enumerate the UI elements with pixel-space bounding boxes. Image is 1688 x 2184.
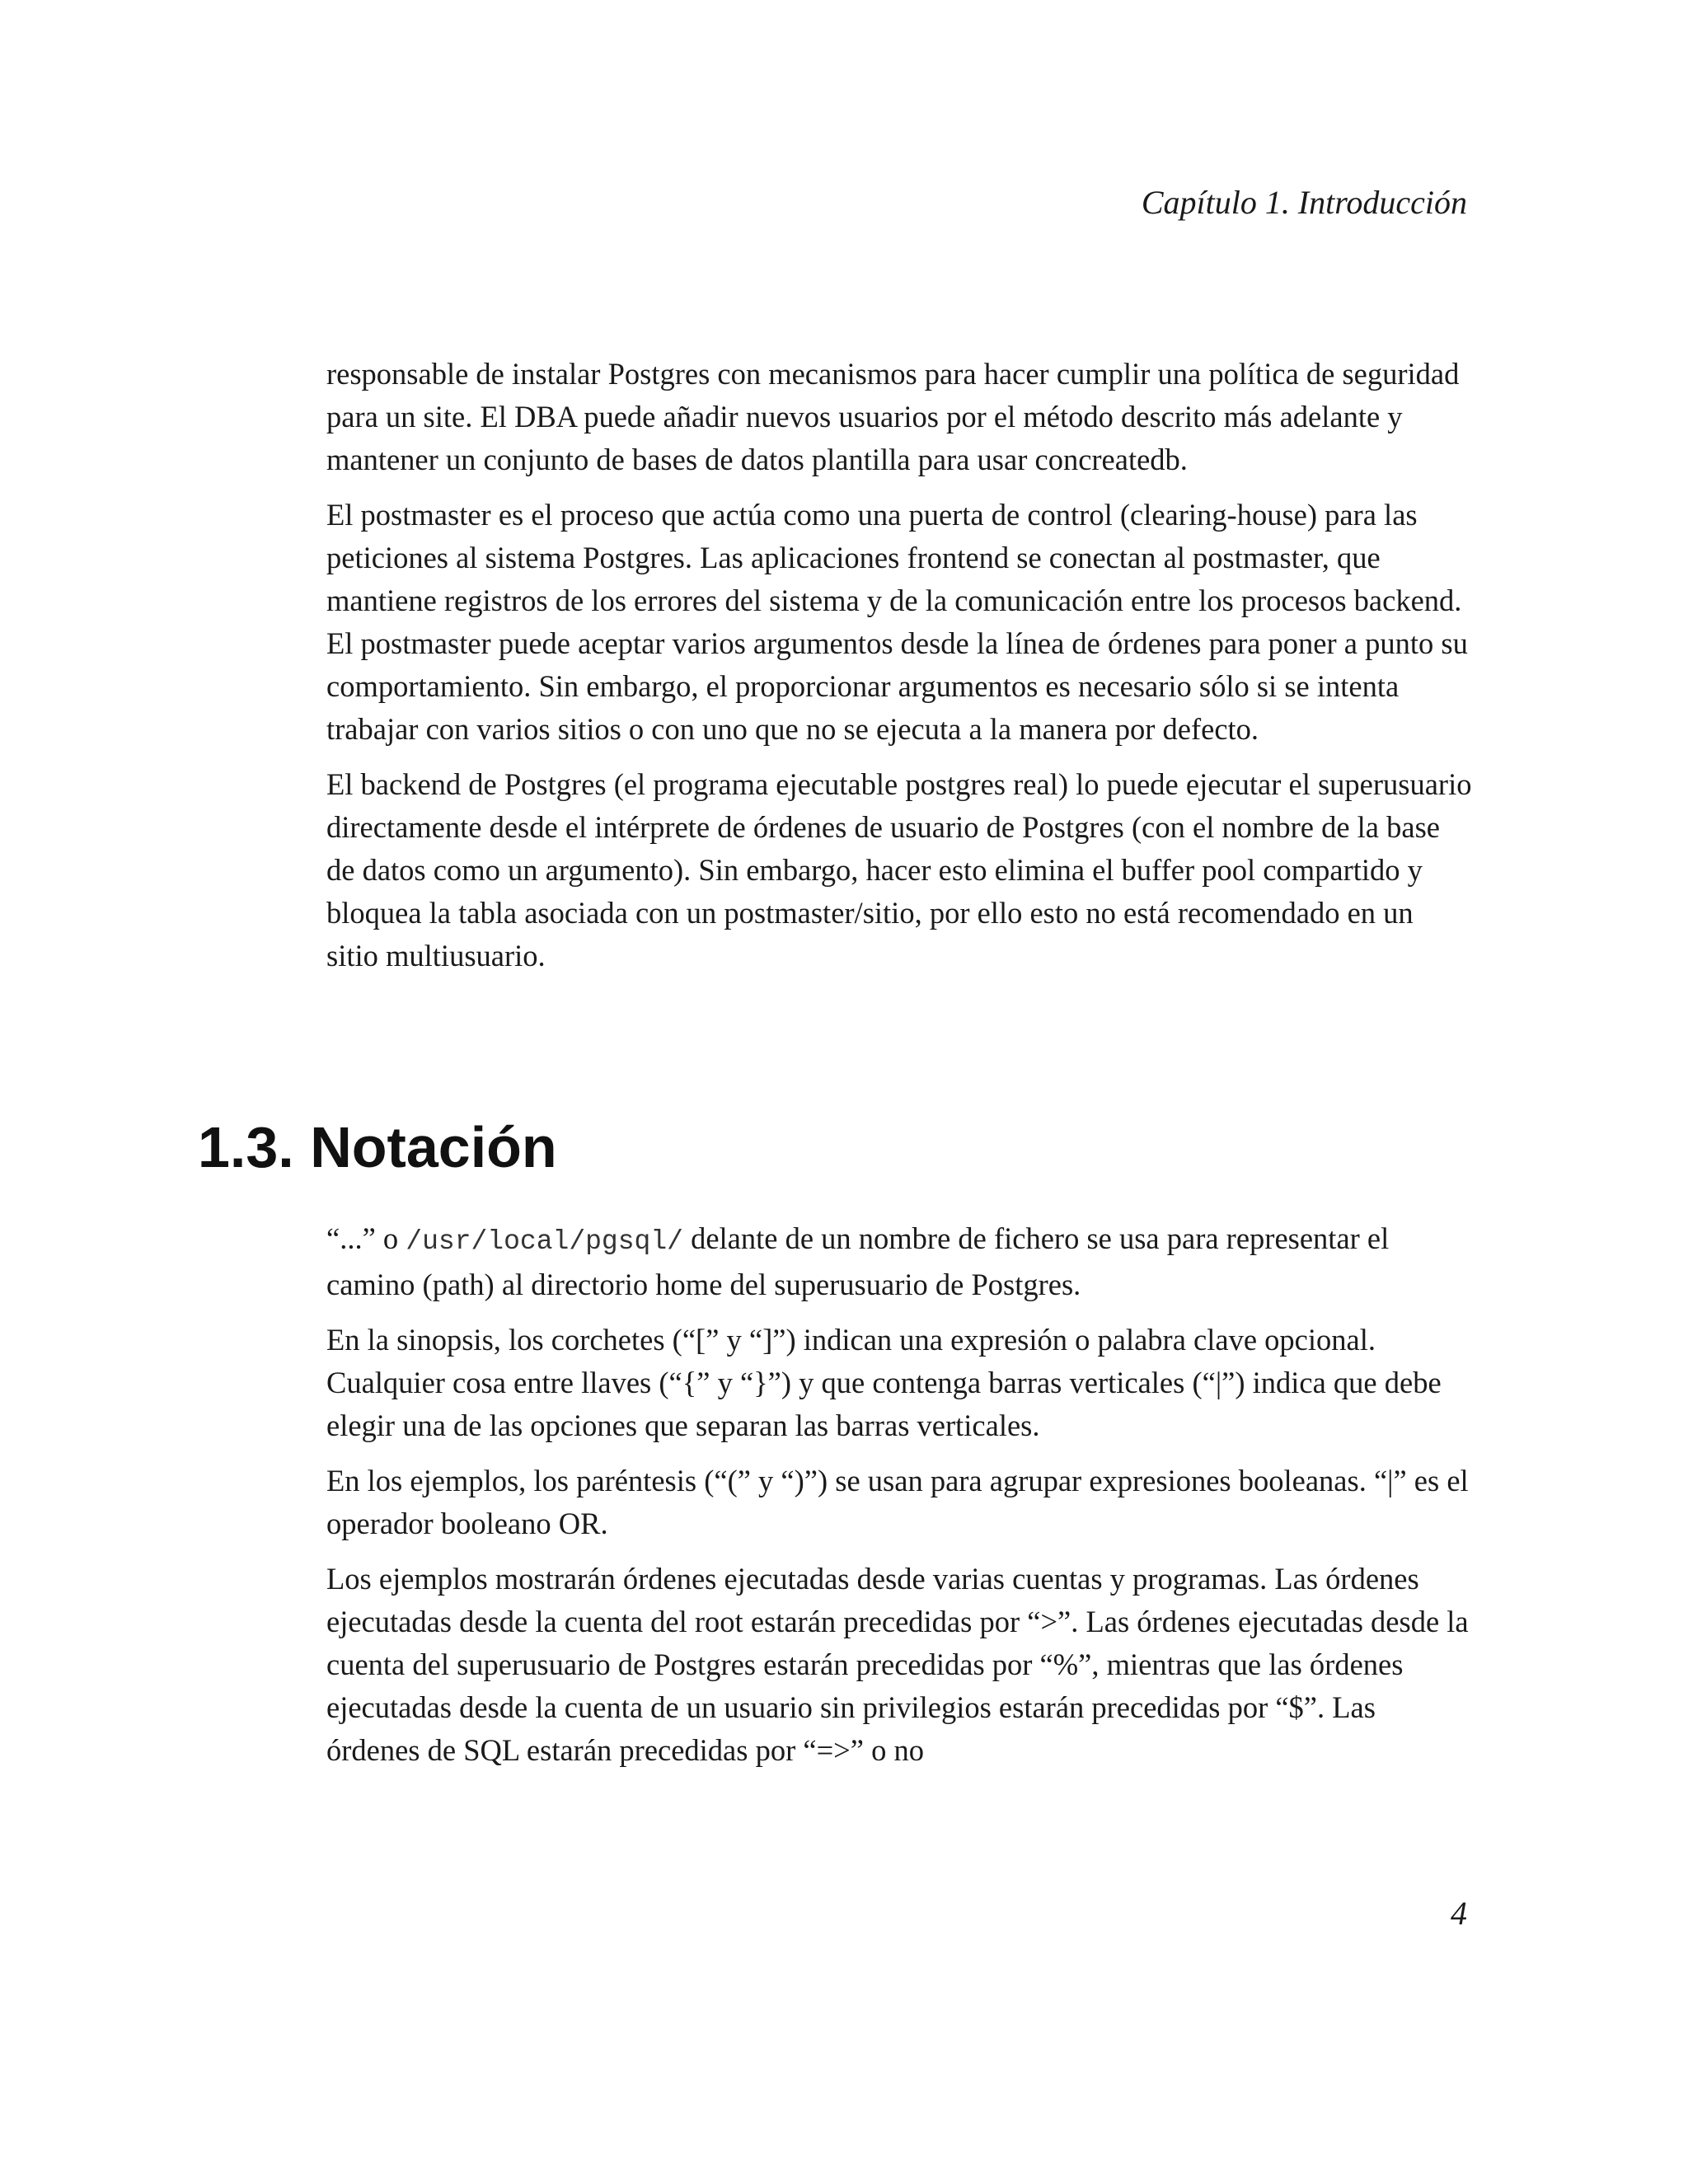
page-number: 4 (1451, 1895, 1467, 1932)
body-paragraph (326, 1217, 1472, 1306)
notation-text-block (326, 1217, 1472, 1784)
body-paragraph: El backend de Postgres (el programa ejecutable postgres real) lo puede ejecutar el superusuario directamente desde el intérprete de órdenes de usuario de Postgres (con el nombre de la base de datos como un argumento). Sin embargo, hacer esto elimina el buffer pool compartido y bloquea la tabla asociada con un postmaster/sitio, por ello esto no está recomendado en un sitio multiusuario. (326, 767, 1472, 972)
body-paragraph: responsable de instalar Postgres con mecanismos para hacer cumplir una política de seguridad para un site. El DBA puede añadir nuevos usuarios por el método descrito más adelante y mantener un conjunto de bases de datos plantilla para usar concreatedb. (326, 357, 1460, 476)
paragraph-text: “...” o (326, 1221, 406, 1255)
body-paragraph: Los ejemplos mostrarán órdenes ejecutadas desde varias cuentas y programas. Las órdenes ejecutadas desde la cuenta del root estarán precedidas por “>”. Las órdenes ejecutadas desde la cuenta del superusuario de Postgres estarán precedidas por “%”, mientras que las órdenes ejecutadas desde la cuenta de un usuario sin privilegios estarán precedidas por “$”. Las órdenes de SQL estarán precedidas por “=>” o no (326, 1562, 1469, 1767)
intro-text-block (326, 353, 1472, 990)
paragraph-text: delante de un nombre de fichero se usa para representar el camino (path) al directorio home del superusuario de Postgres. (326, 1221, 1390, 1301)
body-paragraph: En los ejemplos, los paréntesis (“(” y “)”) se usan para agrupar expresiones booleanas. “|” es el operador booleano OR. (326, 1464, 1469, 1540)
running-header: Capítulo 1. Introducción (1141, 184, 1467, 221)
section-heading: 1.3. Notación (198, 1115, 557, 1179)
path-code: /usr/local/pgsql/ (406, 1226, 683, 1257)
body-paragraph: En la sinopsis, los corchetes (“[” y “]”) indican una expresión o palabra clave opcional. Cualquier cosa entre llaves (“{” y “}”) y que contenga barras verticales (“|”) indica que debe elegir una de las opciones que separan las barras verticales. (326, 1323, 1442, 1442)
body-paragraph: El postmaster es el proceso que actúa como una puerta de control (clearing-house) para las peticiones al sistema Postgres. Las aplicaciones frontend se conectan al postmaster, que mantiene registros de los errores del sistema y de la comunicación entre los procesos backend. El postmaster puede aceptar varios argumentos desde la línea de órdenes para poner a punto su comportamiento. Sin embargo, el proporcionar argumentos es necesario sólo si se intenta trabajar con varios sitios o con uno que no se ejecuta a la manera por defecto. (326, 498, 1468, 746)
